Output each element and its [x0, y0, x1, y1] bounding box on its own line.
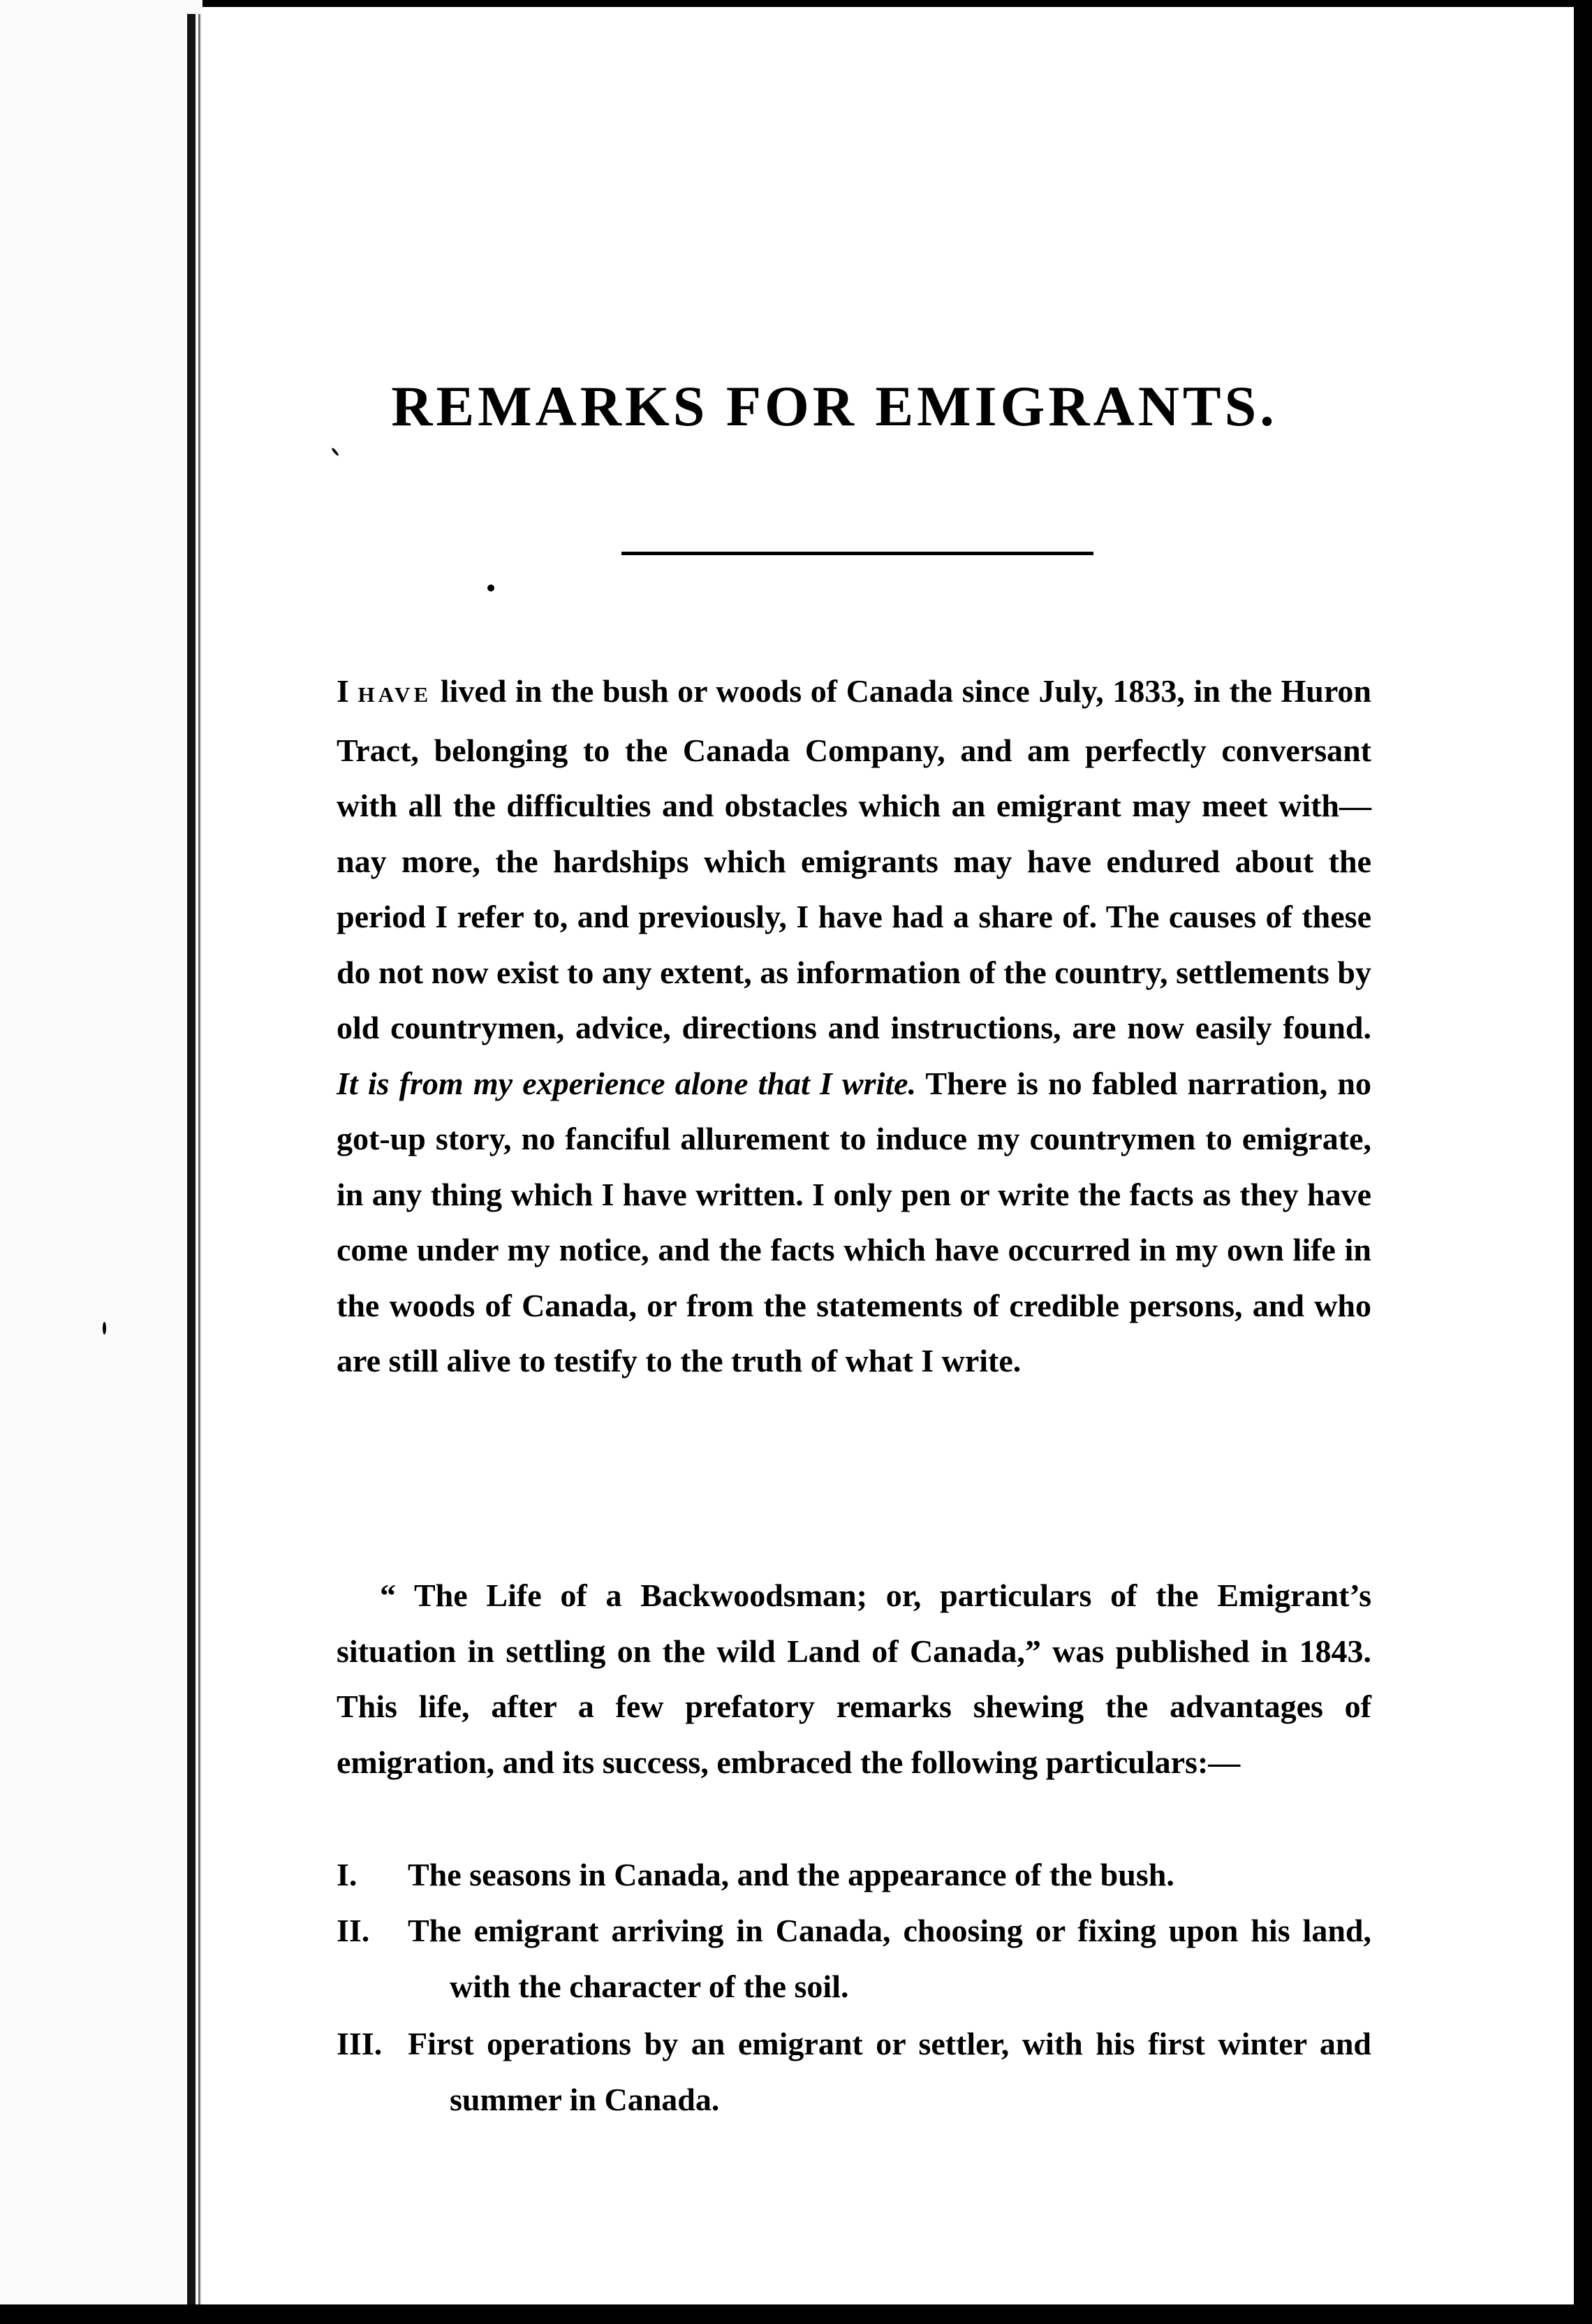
list-item — [337, 1847, 1371, 1903]
list-item — [337, 2016, 1371, 2127]
title-divider — [621, 552, 1093, 555]
scan-bottom-border — [0, 2304, 1592, 2324]
body-paragraph-2: “ The Life of a Backwoodsman; or, particulars of the Emigrant’s situation in settling on the wild Land of Canada,” was published in 1843. This life, after a few prefatory remarks shewing the advantages of emigration, and its success, embraced the following particulars:— — [337, 1577, 1371, 1780]
drop-initial: I — [337, 673, 349, 709]
paragraph-text: lived in the bush or woods of Canada since July, 1833, in the Huron Tract, belonging to the Canada Company, and am perfectly conversant with all the difficulties and obstacles which an emigrant may meet with—nay more, the hardships which emigrants may have endured about the period I refer to, and previously, I have had a share of. The causes of these do not now exist to any extent, as information of the country, settlements by old countrymen, advice, directions and instructions, are now easily found. — [337, 673, 1372, 1045]
scan-right-border — [1574, 0, 1592, 2324]
italic-emphasis: It is from my experience alone that I write. — [337, 1065, 917, 1101]
ink-speck — [103, 1322, 106, 1334]
list-numeral: I. — [337, 1857, 358, 1892]
list-item-text: The seasons in Canada, and the appearance of the bush. — [408, 1857, 1174, 1892]
body-paragraph-1 — [337, 663, 1371, 1389]
list-item-text: First operations by an emigrant or settler, with his first winter and summer in Canada. — [408, 2026, 1371, 2117]
list-item-text: The emigrant arriving in Canada, choosing or fixing upon his land, with the character of the soil. — [408, 1913, 1371, 2004]
list-item — [337, 1903, 1371, 2014]
paragraph-text-continued: There is no fabled narration, no got-up story, no fanciful allurement to induce my countrymen to emigrate, in any thing which I have written. I only pen or write the facts as they have come under my notice, and the facts which have occurred in my own life in the woods of Canada, or from the statements of credible persons, and who are still alive to testify to the truth of what I write. — [337, 1065, 1372, 1378]
ink-speck — [487, 584, 494, 591]
page-gutter-line — [187, 14, 196, 2304]
list-numeral: III. — [337, 2026, 383, 2061]
ink-speck — [331, 447, 339, 456]
scan-top-border — [0, 0, 1592, 7]
list-numeral: II. — [337, 1913, 370, 1948]
scan-left-margin — [0, 0, 202, 2324]
small-caps-word: HAVE — [358, 682, 432, 707]
page-title: REMARKS FOR EMIGRANTS. — [391, 374, 1278, 438]
page-gutter-line-thin — [198, 14, 200, 2304]
